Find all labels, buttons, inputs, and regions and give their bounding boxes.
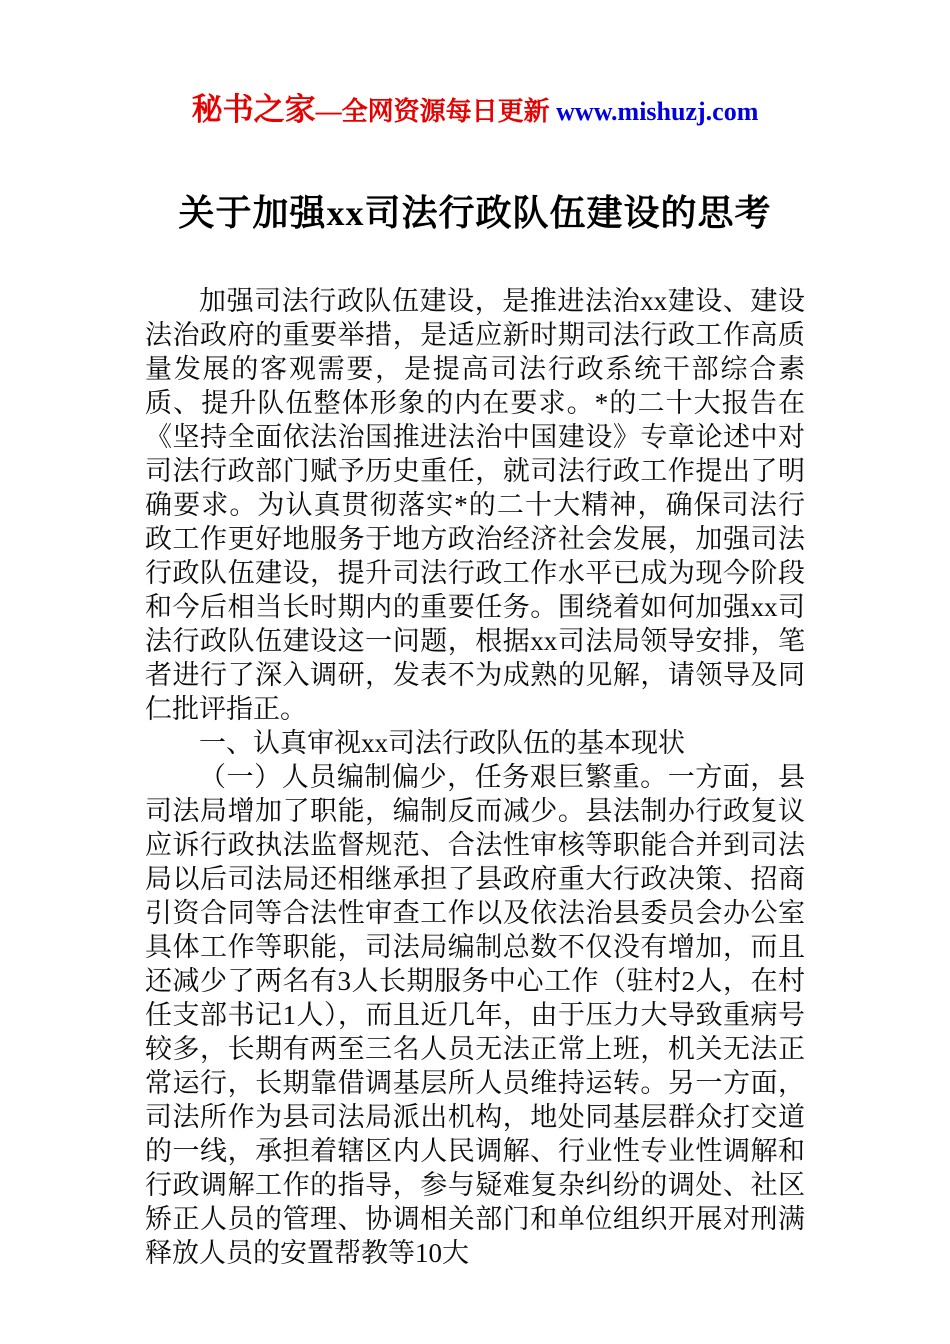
document-title: 关于加强xx司法行政队伍建设的思考	[178, 193, 772, 233]
document-body	[145, 284, 805, 1270]
paragraph-intro: 加强司法行政队伍建设，是推进法治xx建设、建设法治政府的重要举措，是适应新时期司法行政工作高质量发展的客观需要，是提高司法行政系统干部综合素质、提升队伍整体形象的内在要求。*的二十大报告在《坚持全面依法治国推进法治中国建设》专章论述中对司法行政部门赋予历史重任，就司法行政工作提出了明确要求。为认真贯彻落实*的二十大精神，确保司法行政工作更好地服务于地方政治经济社会发展，加强司法行政队伍建设，提升司法行政工作水平已成为现今阶段和今后相当长时期内的重要任务。围绕着如何加强xx司法行政队伍建设这一问题，根据xx司法局领导安排，笔者进行了深入调研，发表不为成熟的见解，请领导及同仁批评指正。	[145, 286, 805, 724]
site-name: 秘书之家	[191, 92, 316, 127]
site-tagline: —全网资源每日更新	[315, 97, 557, 126]
site-url: www.mishuzj.com	[556, 97, 759, 126]
site-header	[0, 0, 950, 129]
section-heading-1: 一、认真审视xx司法行政队伍的基本现状	[199, 728, 685, 758]
paragraph-section-1-1: （一）人员编制偏少，任务艰巨繁重。一方面，县司法局增加了职能，编制反而减少。县法制办行政复议应诉行政执法监督规范、合法性审核等职能合并到司法局以后司法局还相继承担了县政府重大行政决策、招商引资合同等合法性审查工作以及依法治县委员会办公室具体工作等职能，司法局编制总数不仅没有增加，而且还减少了两名有3人长期服务中心工作（驻村2人，在村任支部书记1人），而且近几年，由于压力大导致重病号较多，长期有两至三名人员无法正常上班，机关无法正常运行，长期靠借调基层所人员维持运转。另一方面，司法所作为县司法局派出机构，地处同基层群众打交道的一线，承担着辖区内人民调解、行业性专业性调解和行政调解工作的指导，参与疑难复杂纠纷的调处、社区矫正人员的管理、协调相关部门和单位组织开展对刑满释放人员的安置帮教等10大	[145, 762, 805, 1268]
